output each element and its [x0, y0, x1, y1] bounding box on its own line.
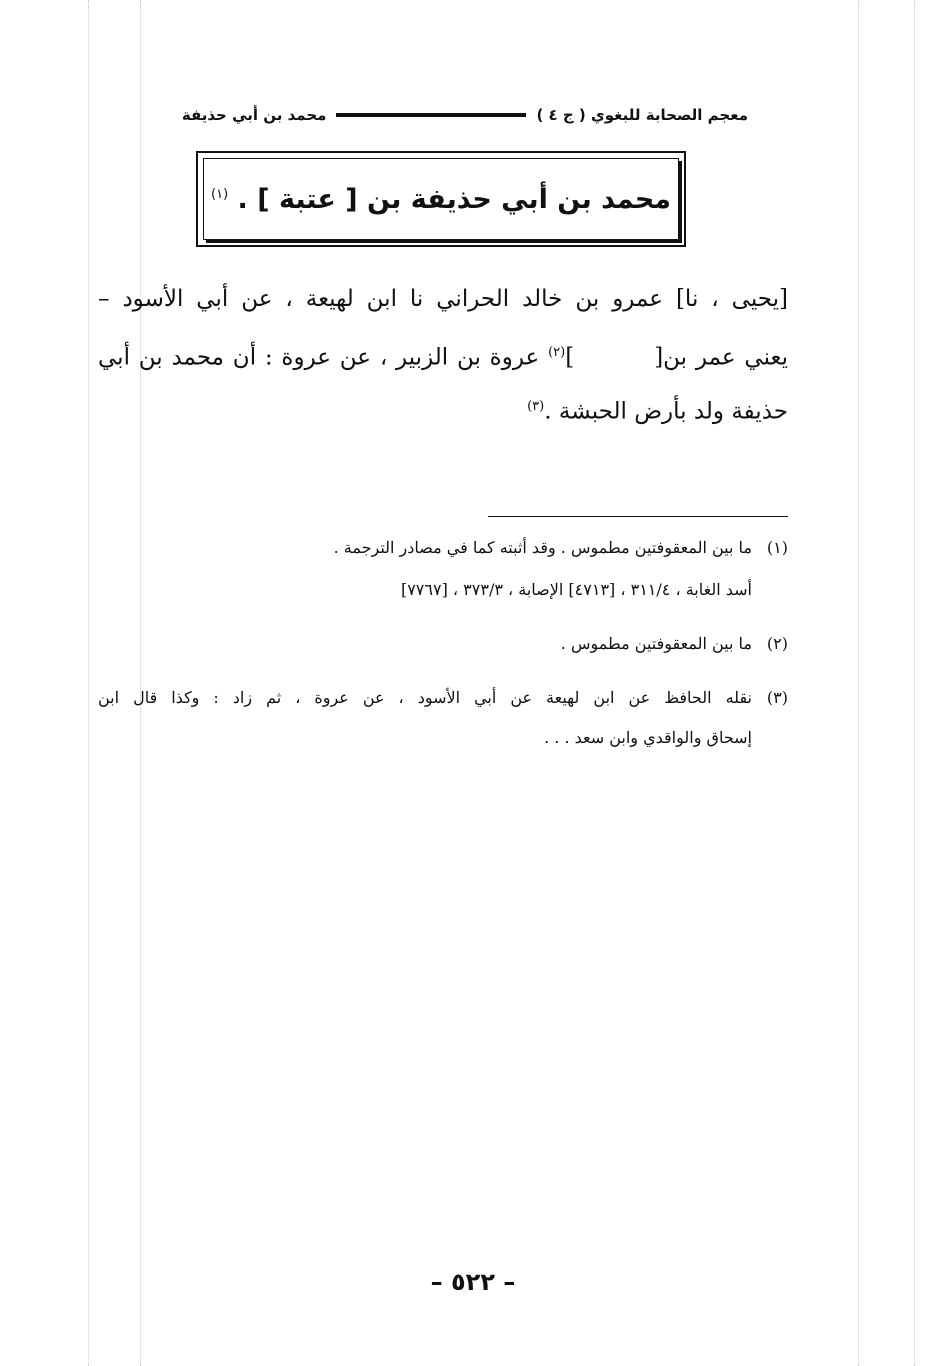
running-header — [110, 102, 748, 128]
body-line-end: عروة بن الزبير ، عن عروة : أن محمد بن أبي — [98, 344, 540, 371]
footnote-2 — [98, 624, 788, 664]
footnote-ref: (٢) — [548, 345, 566, 360]
footnote-text — [98, 678, 752, 758]
header-entry-name: محمد بن أبي حذيفة — [181, 106, 327, 124]
body-line — [98, 326, 788, 380]
footnote-line: نقله الحافظ عن ابن لهيعة عن أبي الأسود ، عن عروة ، ثم زاد : وكذا قال ابن — [98, 688, 752, 707]
body-line — [98, 380, 788, 434]
header-book-title: معجم الصحابة للبغوي ( ج ٤ ) — [536, 106, 748, 124]
footnote-number: (٣) — [766, 688, 788, 707]
entry-title-box — [196, 151, 686, 247]
body-line-text: حذيفة ولد بأرض الحبشة . — [544, 398, 788, 425]
footnote-ref: (١) — [211, 186, 229, 202]
entry-body — [98, 272, 788, 434]
footnote-3 — [98, 678, 788, 758]
body-line-start: يعني عمر بن[ — [654, 344, 789, 371]
scan-margin-line — [88, 0, 89, 1366]
scan-margin-line — [914, 0, 915, 1366]
page-number: – ٥٢٢ – — [430, 1268, 516, 1296]
footnote-line: ما بين المعقوفتين مطموس . — [560, 634, 752, 653]
footnote-text — [98, 528, 752, 568]
scan-margin-line — [858, 0, 859, 1366]
footnote-line: ما بين المعقوفتين مطموس . وقد أثبته كما في مصادر الترجمة . — [333, 538, 752, 557]
footnote-separator — [488, 516, 788, 517]
entry-title-text: محمد بن أبي حذيفة بن [ عتبة ] . — [237, 183, 671, 215]
footnote-ref: (٣) — [527, 399, 545, 414]
footnote-text — [98, 624, 752, 664]
footnote-line: إسحاق والواقدي وابن سعد . . . — [544, 728, 752, 747]
header-rule — [336, 113, 526, 117]
entry-title — [211, 184, 671, 215]
footnote-1-sources: أسد الغابة ، ٣١١/٤ ، [٤٧١٣] الإصابة ، ٣٧٣/٣ ، [٧٧٦٧] — [400, 580, 752, 599]
footnotes — [98, 528, 788, 772]
footnote-number: (١) — [766, 538, 788, 557]
entry-title-frame — [203, 158, 679, 240]
body-bracket-close: ] — [565, 344, 575, 371]
footnote-1 — [98, 528, 788, 568]
body-line: [يحيى ، نا] عمرو بن خالد الحراني نا ابن لهيعة ، عن أبي الأسود – — [98, 286, 788, 312]
footnote-number: (٢) — [766, 634, 788, 653]
